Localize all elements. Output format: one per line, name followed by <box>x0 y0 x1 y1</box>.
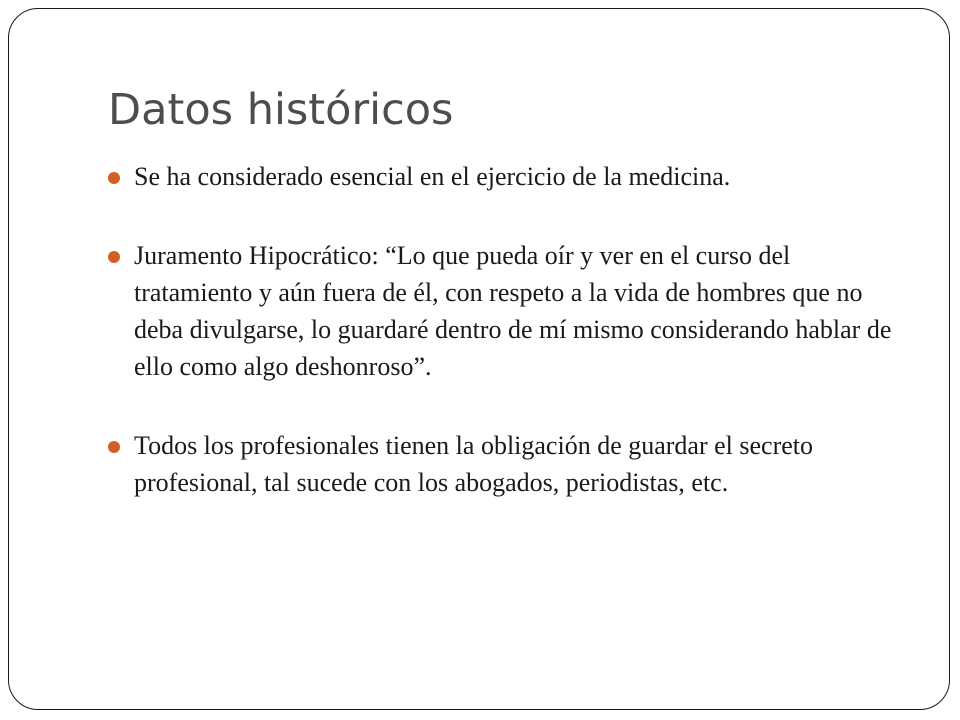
bullet-item-profesionales <box>104 427 894 501</box>
bullet-dot-icon <box>108 251 120 263</box>
slide-title: Datos históricos <box>108 85 454 135</box>
bullet-dot-icon <box>108 172 120 184</box>
bullet-text: Juramento Hipocrático: “Lo que pueda oír y ver en el curso del tratamiento y aún fuera de él, con respeto a la vida de hombres que no deba divulgarse, lo guardaré dentro de mí mismo considerando hablar de ello como algo deshonroso”. <box>134 241 892 381</box>
bullet-item-medicina <box>104 158 894 195</box>
bullet-text: Se ha considerado esencial en el ejercicio de la medicina. <box>134 162 731 191</box>
bullet-item-juramento <box>104 237 894 385</box>
bullet-text: Todos los profesionales tienen la obligación de guardar el secreto profesional, tal sucede con los abogados, periodistas, etc. <box>134 431 814 497</box>
bullet-dot-icon <box>108 441 120 453</box>
bullet-list <box>104 158 894 543</box>
